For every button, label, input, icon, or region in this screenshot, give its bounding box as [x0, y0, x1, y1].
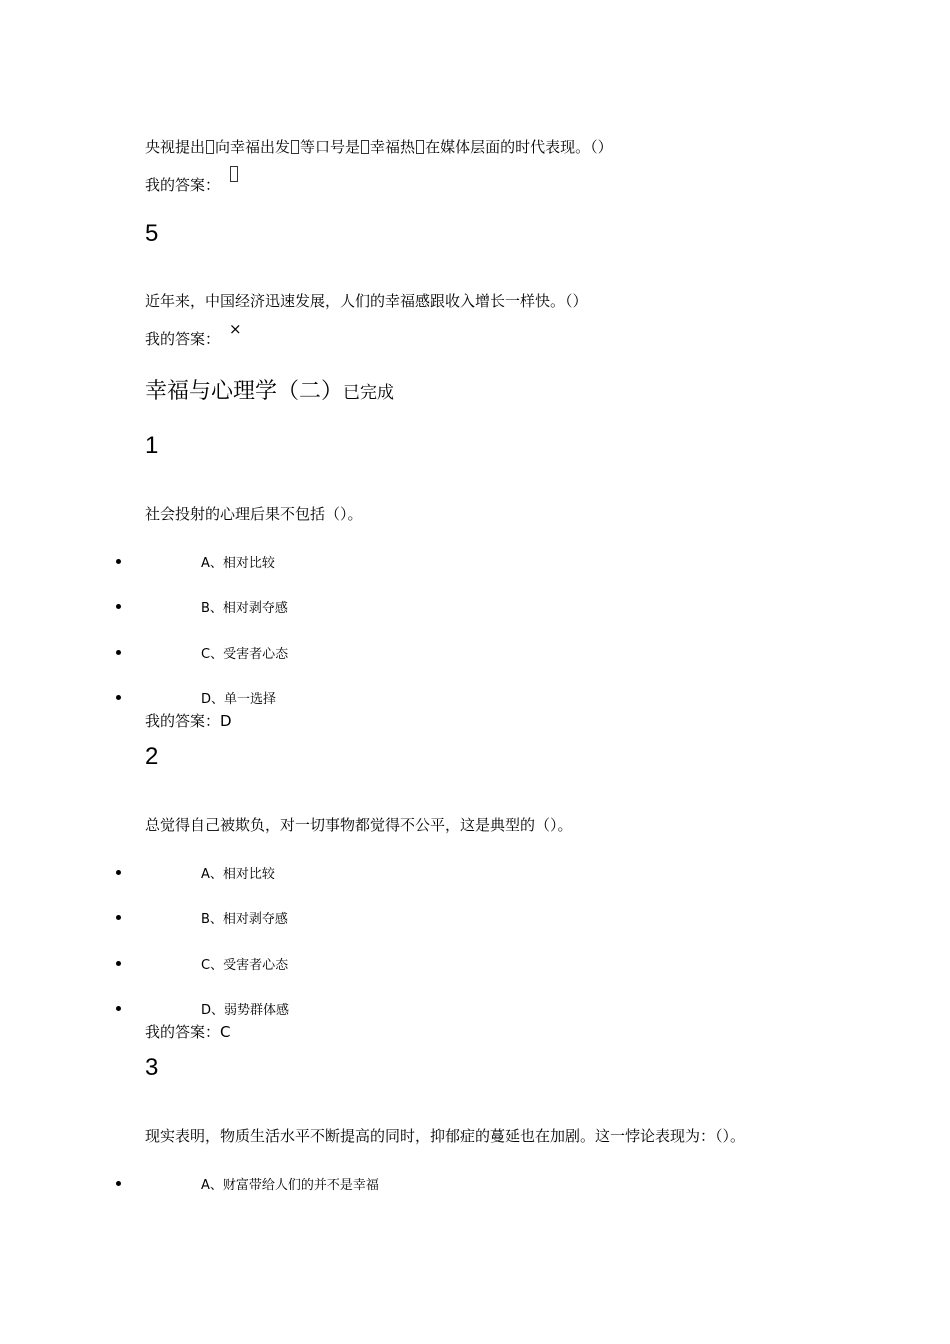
question-3-number: 3	[145, 1054, 159, 1081]
bullet-icon	[116, 870, 121, 875]
bullet-icon	[116, 1006, 121, 1011]
question-2-answer: 我的答案：C	[145, 1023, 231, 1041]
question-1-answer: 我的答案：D	[145, 712, 232, 730]
answer-check-icon	[230, 166, 238, 182]
question-3-option-a[interactable]: A、财富带给人们的并不是幸福	[201, 1178, 379, 1193]
bullet-icon	[116, 604, 121, 609]
question-2-option-d[interactable]: D、弱势群体感	[201, 1003, 290, 1018]
question-1-option-b[interactable]: B、相对剥夺感	[201, 601, 288, 616]
question-5-answer-label: 我的答案：	[145, 330, 221, 348]
bullet-icon	[116, 915, 121, 920]
question-1-option-d[interactable]: D、单一选择	[201, 692, 277, 707]
bullet-icon	[116, 559, 121, 564]
section-title: 幸福与心理学（二）已完成	[145, 379, 395, 404]
bullet-icon	[116, 961, 121, 966]
question-4-text: 央视提出 向幸福出发 等口号是 幸福热 在媒体层面的时代表现。（）	[145, 138, 613, 156]
question-2-option-b[interactable]: B、相对剥夺感	[201, 912, 288, 927]
question-3-text: 现实表明，物质生活水平不断提高的同时，抑郁症的蔓延也在加剧。这一悖论表现为：（）。	[145, 1127, 746, 1145]
question-1-number: 1	[145, 432, 159, 459]
missing-glyph-icon	[361, 140, 369, 154]
answer-cross-icon: ×	[229, 320, 242, 338]
question-1-text: 社会投射的心理后果不包括（）。	[145, 505, 363, 523]
missing-glyph-icon	[291, 140, 299, 154]
question-2-number: 2	[145, 743, 159, 770]
question-2-text: 总觉得自己被欺负，对一切事物都觉得不公平，这是典型的（）。	[145, 816, 573, 834]
question-5-text: 近年来，中国经济迅速发展，人们的幸福感跟收入增长一样快。（）	[145, 292, 588, 310]
question-5-number: 5	[145, 220, 159, 247]
missing-glyph-icon	[206, 140, 214, 154]
question-1-option-a[interactable]: A、相对比较	[201, 556, 275, 571]
question-4-answer-label: 我的答案：	[145, 176, 221, 194]
question-2-option-a[interactable]: A、相对比较	[201, 867, 275, 882]
bullet-icon	[116, 650, 121, 655]
bullet-icon	[116, 1181, 121, 1186]
question-1-option-c[interactable]: C、受害者心态	[201, 647, 289, 662]
section-status: 已完成	[343, 383, 395, 403]
bullet-icon	[116, 695, 121, 700]
missing-glyph-icon	[416, 140, 424, 154]
question-2-option-c[interactable]: C、受害者心态	[201, 958, 289, 973]
